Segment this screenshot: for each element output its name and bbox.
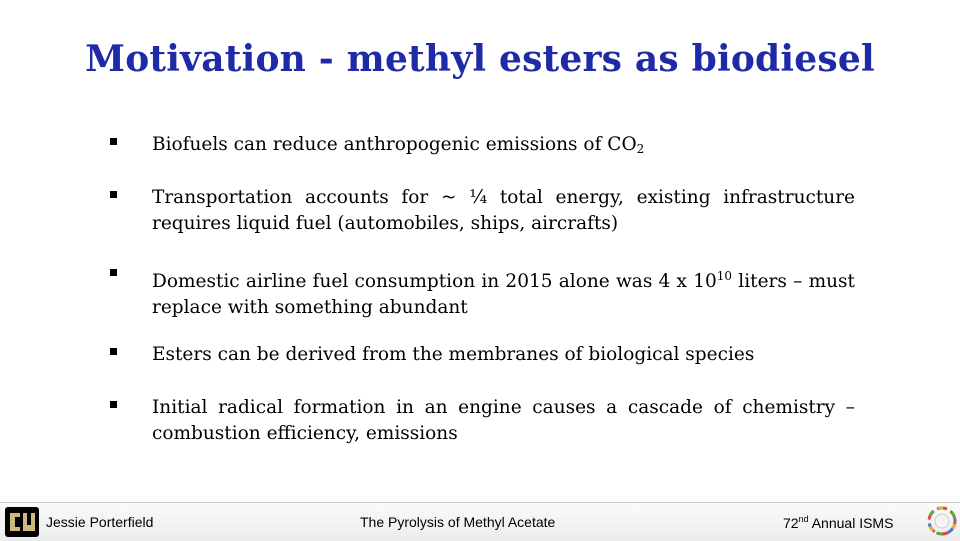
- bullet-text-post: liters – must replace with something abundant: [152, 271, 855, 318]
- bullet-text-pre: Domestic airline fuel consumption in 2015 alone was 4 x 10: [152, 271, 717, 292]
- footer-conference: [783, 514, 893, 531]
- square-bullet-icon: [110, 401, 117, 408]
- footer-author: Jessie Porterfield: [46, 514, 154, 530]
- isms-logo-icon: [926, 504, 958, 538]
- superscript-10: 10: [716, 269, 733, 283]
- conference-name: Annual ISMS: [808, 515, 894, 531]
- bullet-text: Esters can be derived from the membranes of biological species: [152, 344, 755, 365]
- bullet-text: [152, 263, 855, 321]
- footer-talk-title: The Pyrolysis of Methyl Acetate: [360, 514, 556, 530]
- square-bullet-icon: [110, 191, 117, 198]
- cu-logo-icon: [4, 506, 40, 538]
- square-bullet-icon: [110, 348, 117, 355]
- conference-number: 72: [783, 515, 799, 531]
- bullet-text: [152, 132, 855, 162]
- square-bullet-icon: [110, 138, 117, 145]
- subscript-2: 2: [636, 142, 645, 156]
- square-bullet-icon: [110, 269, 117, 276]
- bullet-text: Initial radical formation in an engine causes a cascade of chemistry – combustion efficiency, emissions: [152, 397, 855, 444]
- conference-ordinal: nd: [798, 514, 809, 524]
- slide-title: Motivation - methyl esters as biodiesel: [85, 38, 875, 80]
- bullet-text: Transportation accounts for ~ ¼ total energy, existing infrastructure requires liquid fuel (automobiles, ships, aircrafts): [152, 187, 855, 234]
- bullet-text-main: Biofuels can reduce anthropogenic emissions of CO: [152, 134, 637, 155]
